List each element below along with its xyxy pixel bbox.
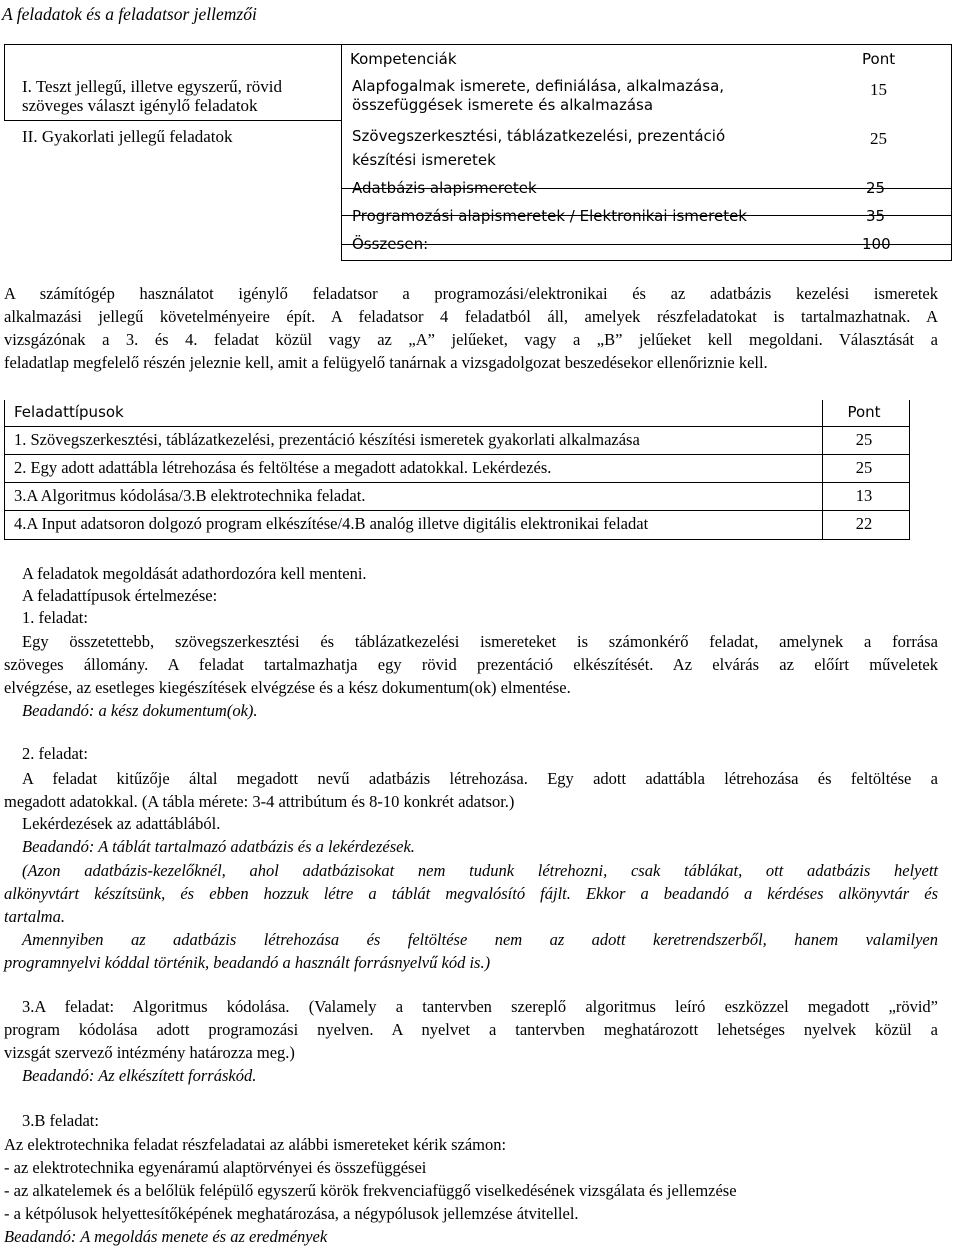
task3a-line: vizsgát szervező intézmény határozza meg.) [4,1043,295,1062]
task-type-cell: 2. Egy adott adattábla létrehozása és feltöltése a megadott adatokkal. Lekérdezés. [14,458,552,477]
task2-note-line: programnyelvi kóddal történik, beadandó a használt forrásnyelvű kód is.) [4,953,491,972]
intro-line: A számítógép használatot igénylő feladatsor a programozási/elektronikai és az adatbázis kezelési ismeretek [4,284,938,303]
task1-line: Egy összetettebb, szövegszerkesztési és táblázatkezelési ismereteket is számonkérő feladat, amelynek a forrása [22,632,938,651]
table-border [341,260,952,261]
points-cell: 25 [855,430,873,449]
table-border [4,44,5,120]
intro-line: feladatlap megfelelő részén jeleznie kell, amit a felügyelő tanárnak a vizsgadolgozat beszedésekor ellenőriznie kell. [4,353,768,372]
db-points: 25 [866,179,886,197]
points-header: Pont [847,403,881,421]
task2-label: 2. feladat: [22,744,88,763]
task3b-body [4,1133,944,1248]
task2-note-line: alkönyvtárt készítsünk, és ebben hozzuk létre a táblát megvalósító fájlt. Ekkor a beadandó a kérdéses alkönyvtár és [4,884,938,903]
table-border [951,44,952,260]
table-row [4,511,910,538]
points-cell: 25 [855,458,873,477]
task2-note1 [4,859,938,928]
group1-name-line: szöveges választ igénylő feladatok [22,96,258,115]
group2-name: II. Gyakorlati jellegű feladatok [22,127,233,146]
task2-note-line: Amennyiben az adatbázis létrehozása és feltöltése nem az adott keretrendszerből, hanem valamilyen [22,930,938,949]
points-cell: 22 [855,514,873,533]
intro-paragraph [4,282,938,374]
list-item: - az elektrotechnika egyenáramú alaptörvényei és összefüggései [4,1158,427,1177]
task2-submit: Beadandó: A táblát tartalmazó adatbázis és a lekérdezések. [22,837,415,856]
save-note: A feladatok megoldását adathordozóra kell menteni. [22,564,367,583]
prog-competency: Programozási alapismeretek / Elektronikai ismeretek [352,207,747,225]
competency-table [4,44,952,260]
points-cell: 13 [855,486,873,505]
task1-line: szöveges állomány. A feladat tartalmazhatja egy rövid prezentáció elkészítését. Az elvárás az előírt műveletek [4,655,938,674]
group1-name-line: I. Teszt jellegű, illetve egyszerű, rövid [22,77,283,96]
task2-description [4,767,938,813]
task3b-intro: Az elektrotechnika feladat részfeladatai az alábbi ismereteket kérik számon: [4,1135,507,1154]
table-border [909,400,910,540]
total-label: Összesen: [352,235,429,253]
types-heading: A feladattípusok értelmezése: [22,586,218,605]
group1-name [22,77,282,115]
total-points: 100 [862,235,891,253]
task3a-line: 3.A feladat: Algoritmus kódolása. (Valamely a tantervben szereplő algoritmus leíró eszközzel megadott „rövid” [22,997,938,1016]
task2-note-line: (Azon adatbázis-kezelőknél, ahol adatbázisokat nem tudunk létrehozni, csak táblákat, ott adatbázis helyett [22,861,938,880]
db-competency: Adatbázis alapismeretek [352,179,537,197]
task-type-cell: 1. Szövegszerkesztési, táblázatkezelési, prezentáció készítési ismeretek gyakorlati alkalmazása [14,430,640,449]
group2-competency-line: Szövegszerkesztési, táblázatkezelési, prezentáció [352,127,726,145]
task3a-description [4,995,938,1064]
intro-line: alkalmazási jellegű követelményeire épít. A feladatsor 4 feladatból áll, amelyek részfeladatokat is tartalmazhatnak. A [4,307,938,326]
task2-line: megadott adatokkal. (A tábla mérete: 3-4 attribútum és 8-10 konkrét adatsor.) [4,792,515,811]
task3b-label: 3.B feladat: [22,1111,99,1130]
task2-note-line: tartalma. [4,907,65,926]
competencies-header: Kompetenciák [350,50,457,68]
task-types-table [4,400,910,540]
table-border [822,400,823,540]
group2-competency [352,127,725,170]
table-border [4,400,5,540]
table-row [4,455,910,482]
task2-note2 [4,928,938,974]
task3b-submit: Beadandó: A megoldás menete és az eredmények [4,1227,328,1246]
table-border [4,539,910,540]
list-item: - a kétpólusok helyettesítőképének meghatározása, a négypólusok jellemzése átvitellel. [4,1204,579,1223]
task2-line: A feladat kitűzője által megadott nevű adatbázis létrehozása. Egy adott adattábla létrehozása és feltöltése a [22,769,938,788]
prog-points: 35 [866,207,886,225]
task1-description [4,630,938,699]
table-header-row [4,400,910,427]
task1-line: elvégzése, az esetleges kiegészítések elvégzése és a kész dokumentum(ok) elmentése. [4,678,571,697]
table-row [4,427,910,454]
task3a-line: program kódolása adott programozási nyelven. A nyelvet a tantervben meghatározott lehetséges nyelvek közül a [4,1020,938,1039]
table-border [341,244,952,245]
table-border [4,44,952,45]
group1-competency-line: Alapfogalmak ismerete, definiálása, alkalmazása, [352,77,725,95]
group1-competency [352,77,724,115]
task-type-cell: 3.A Algoritmus kódolása/3.B elektrotechnika feladat. [14,486,366,505]
group2-competency-line: készítési ismeretek [352,151,496,169]
task1-label: 1. feladat: [22,608,88,627]
table-row [4,483,910,510]
task-type-cell: 4.A Input adatsoron dolgozó program elkészítése/4.B analóg illetve digitális elektronikai feladat [14,514,649,533]
task2-queries: Lekérdezések az adattáblából. [22,814,221,833]
table-border [341,44,342,260]
group2-points: 25 [870,129,887,148]
group1-competency-line: összefüggések ismerete és alkalmazása [352,96,654,114]
group1-points: 15 [870,80,887,99]
points-header: Pont [862,50,896,68]
task1-submit: Beadandó: a kész dokumentum(ok). [22,701,258,720]
list-item: - az alkatelemek és a belőlük felépülő egyszerű körök frekvenciafüggő viselkedésének vizsgálata és jellemzése [4,1181,737,1200]
task-type-header: Feladattípusok [14,403,124,421]
page-title: A feladatok és a feladatsor jellemzői [2,4,257,24]
table-border [4,120,341,121]
task3a-submit: Beadandó: Az elkészített forráskód. [22,1066,257,1085]
intro-line: vizsgázónak a 3. és 4. feladat közül vagy az „A” jelűeket, vagy a „B” jelűeket kell megoldani. Választását a [4,330,938,349]
